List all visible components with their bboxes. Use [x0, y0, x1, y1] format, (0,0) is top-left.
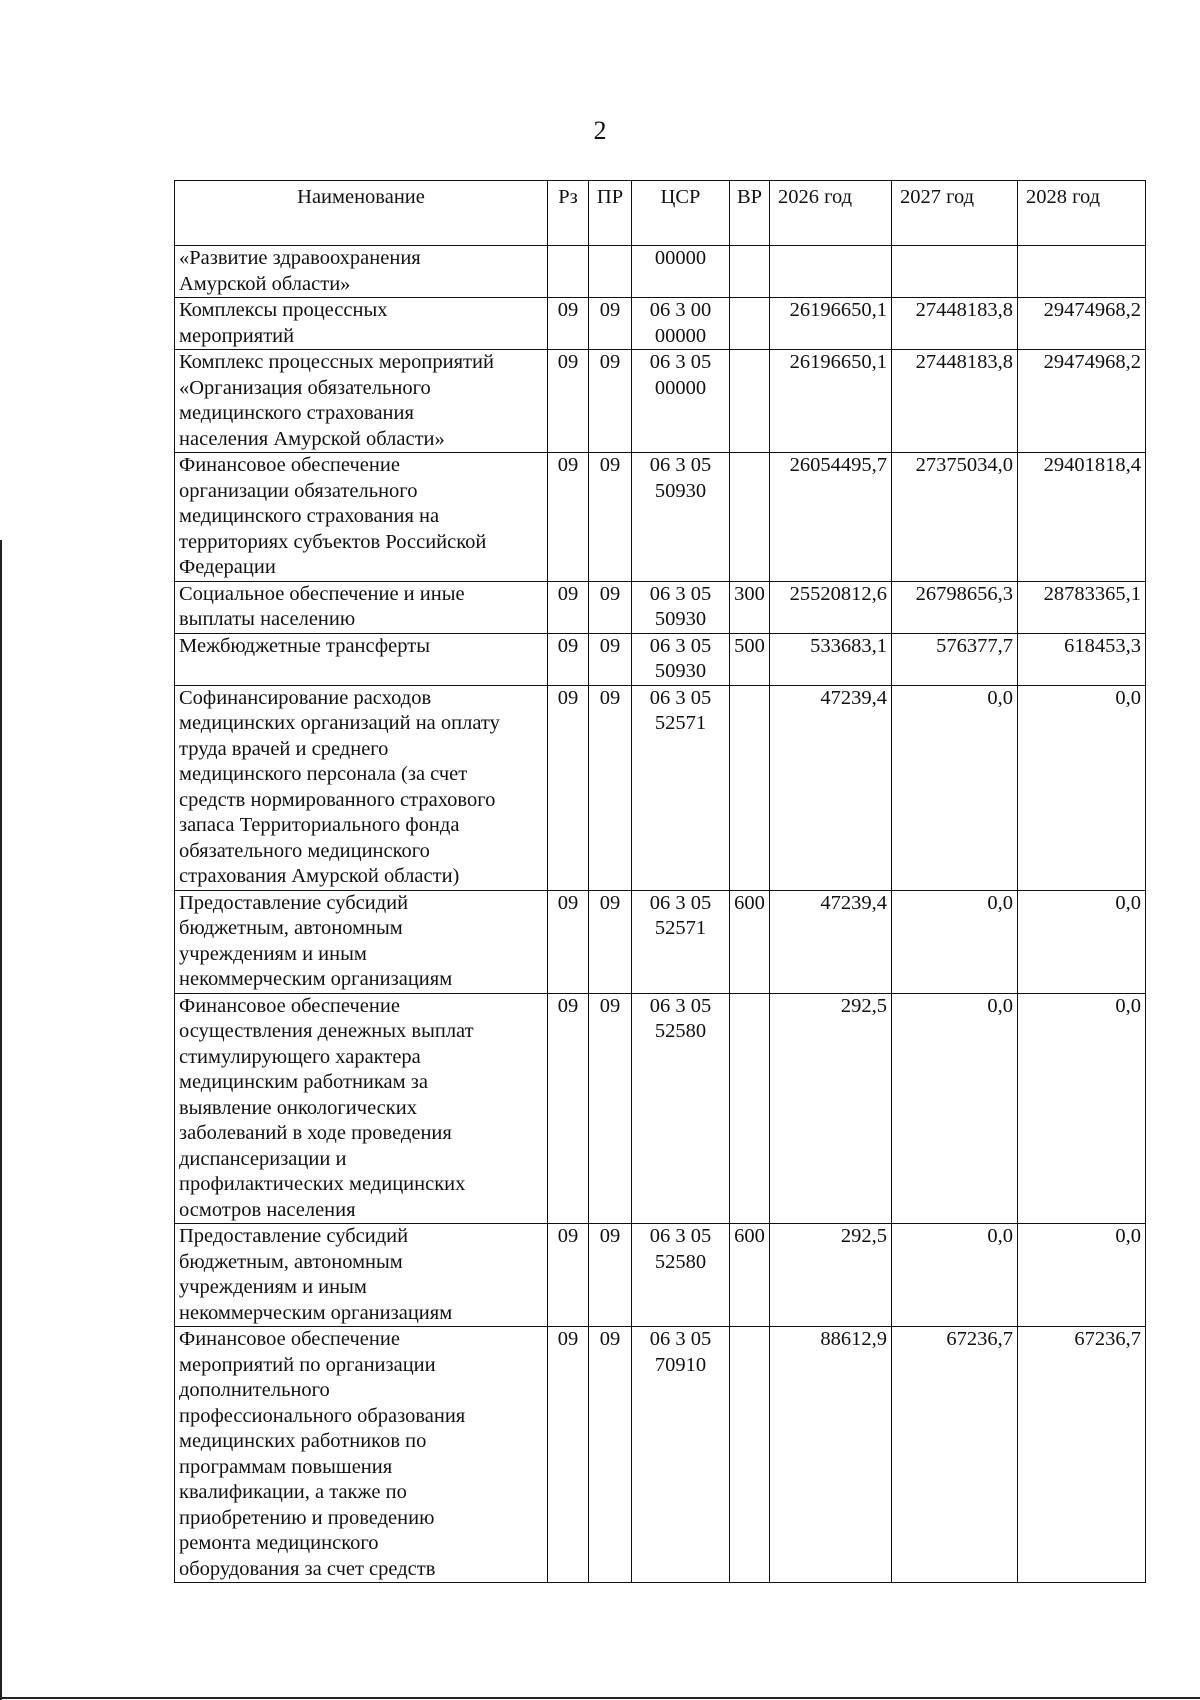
- name-line: медицинских организаций на оплату: [179, 712, 500, 734]
- name-line: Межбюджетные трансферты: [179, 634, 430, 657]
- cell-vr: 500: [730, 633, 770, 685]
- cell-2028: 29401818,4: [1018, 453, 1146, 582]
- cell-name: [175, 453, 548, 582]
- page-edge-left: [0, 540, 2, 1700]
- name-line: ремонта медицинского: [179, 1532, 379, 1554]
- cell-csr: [632, 350, 730, 453]
- header-csr: ЦСР: [632, 181, 730, 246]
- name-line: территориях субъектов Российской: [179, 530, 487, 553]
- name-line: Финансовое обеспечение: [179, 994, 400, 1017]
- cell-vr: 600: [730, 890, 770, 993]
- cell-rz: 09: [548, 453, 589, 582]
- name-line: населения Амурской области»: [179, 427, 445, 450]
- page-number: 2: [593, 116, 607, 145]
- name-line: выплаты населению: [179, 608, 356, 630]
- table-row: [175, 993, 1146, 1224]
- cell-rz: 09: [548, 685, 589, 890]
- cell-2028: 28783365,1: [1018, 581, 1146, 633]
- cell-rz: 09: [548, 350, 589, 453]
- cell-2026: 47239,4: [770, 685, 892, 890]
- table-header-row: [175, 181, 1146, 246]
- cell-rz: 09: [548, 993, 589, 1224]
- cell-2027: 27448183,8: [892, 350, 1018, 453]
- name-line: оборудования за счет средств: [179, 1557, 436, 1580]
- cell-vr: 300: [730, 581, 770, 633]
- cell-2026: 25520812,6: [770, 581, 892, 633]
- name-line: выявление онкологических: [179, 1096, 417, 1119]
- cell-2027: [892, 246, 1018, 298]
- name-line: «Организация обязательного: [179, 376, 431, 399]
- cell-pr: 09: [589, 633, 632, 685]
- name-line: «Развитие здравоохранения: [179, 247, 421, 269]
- name-line: бюджетным, автономным: [179, 917, 403, 939]
- cell-2026: 26196650,1: [770, 298, 892, 350]
- name-line: учреждениям и иным: [179, 942, 367, 965]
- table-row: [175, 298, 1146, 350]
- name-line: Предоставление субсидий: [179, 1225, 409, 1247]
- cell-2027: 0,0: [892, 685, 1018, 890]
- csr-line: 70910: [654, 1353, 707, 1376]
- name-line: дополнительного: [179, 1379, 330, 1401]
- header-vr: ВР: [730, 181, 770, 246]
- name-line: программам повышения: [179, 1455, 393, 1478]
- name-line: страхования Амурской области): [179, 865, 460, 887]
- cell-vr: [730, 993, 770, 1224]
- csr-line: 06 3 05: [649, 994, 712, 1017]
- cell-csr: [632, 1224, 730, 1327]
- cell-pr: 09: [589, 1327, 632, 1583]
- cell-pr: 09: [589, 453, 632, 582]
- page-edge-bottom: [0, 1697, 1200, 1699]
- table-row: [175, 1327, 1146, 1583]
- cell-name: [175, 633, 548, 685]
- csr-line: 06 3 05: [649, 582, 712, 605]
- name-line: Амурской области»: [179, 272, 351, 295]
- name-line: учреждениям и иным: [179, 1276, 367, 1298]
- cell-pr: [589, 246, 632, 298]
- cell-vr: [730, 1327, 770, 1583]
- name-line: приобретению и проведению: [179, 1506, 435, 1529]
- cell-2028: 0,0: [1018, 890, 1146, 993]
- cell-2026: 26196650,1: [770, 350, 892, 453]
- csr-line: 00000: [654, 324, 707, 347]
- csr-line: 06 3 05: [649, 634, 712, 657]
- csr-line: 06 3 05: [649, 351, 712, 373]
- name-line: организации обязательного: [179, 479, 418, 502]
- cell-vr: [730, 298, 770, 350]
- csr-line: 00000: [654, 247, 707, 269]
- cell-name: [175, 350, 548, 453]
- name-line: квалификации, а также по: [179, 1481, 407, 1503]
- cell-csr: [632, 453, 730, 582]
- name-line: профессионального образования: [179, 1404, 466, 1427]
- name-line: мероприятий: [179, 324, 295, 347]
- name-line: средств нормированного страхового: [179, 788, 496, 811]
- header-2026: 2026 год: [770, 181, 892, 246]
- csr-line: 06 3 05: [649, 454, 712, 476]
- cell-name: [175, 890, 548, 993]
- name-line: медицинского страхования на: [179, 505, 440, 527]
- name-line: мероприятий по организации: [179, 1353, 436, 1376]
- csr-line: 06 3 05: [649, 1328, 712, 1350]
- cell-rz: 09: [548, 581, 589, 633]
- cell-vr: [730, 350, 770, 453]
- cell-2026: [770, 246, 892, 298]
- cell-rz: 09: [548, 890, 589, 993]
- name-line: Социальное обеспечение и иные: [179, 582, 465, 605]
- cell-pr: 09: [589, 685, 632, 890]
- budget-table: [174, 180, 1146, 1583]
- table-row: [175, 453, 1146, 582]
- cell-csr: [632, 633, 730, 685]
- csr-line: 52580: [654, 1020, 707, 1042]
- table-row: [175, 685, 1146, 890]
- csr-line: 52571: [654, 712, 707, 734]
- name-line: заболеваний в ходе проведения: [179, 1122, 452, 1144]
- name-line: Предоставление субсидий: [179, 891, 409, 914]
- header-2028: 2028 год: [1018, 181, 1146, 246]
- cell-2027: 67236,7: [892, 1327, 1018, 1583]
- name-line: бюджетным, автономным: [179, 1250, 403, 1273]
- cell-csr: [632, 581, 730, 633]
- header-rz: Рз: [548, 181, 589, 246]
- cell-2027: 0,0: [892, 890, 1018, 993]
- cell-rz: 09: [548, 1327, 589, 1583]
- table-body: [175, 246, 1146, 1583]
- cell-2028: 0,0: [1018, 685, 1146, 890]
- cell-2026: 47239,4: [770, 890, 892, 993]
- name-line: Финансовое обеспечение: [179, 454, 400, 476]
- name-line: некоммерческим организациям: [179, 1301, 453, 1324]
- cell-name: [175, 993, 548, 1224]
- cell-2028: 29474968,2: [1018, 350, 1146, 453]
- table-row: [175, 581, 1146, 633]
- cell-2028: 29474968,2: [1018, 298, 1146, 350]
- csr-line: 00000: [654, 376, 707, 399]
- cell-pr: 09: [589, 298, 632, 350]
- cell-2027: 576377,7: [892, 633, 1018, 685]
- cell-rz: [548, 246, 589, 298]
- name-line: медицинским работникам за: [179, 1071, 428, 1093]
- name-line: обязательного медицинского: [179, 839, 430, 862]
- cell-csr: [632, 1327, 730, 1583]
- cell-vr: [730, 246, 770, 298]
- name-line: медицинского страхования: [179, 402, 414, 424]
- cell-rz: 09: [548, 298, 589, 350]
- cell-vr: [730, 685, 770, 890]
- table-row: [175, 890, 1146, 993]
- cell-vr: [730, 453, 770, 582]
- csr-line: 06 3 05: [649, 891, 712, 914]
- cell-2026: 292,5: [770, 993, 892, 1224]
- cell-pr: 09: [589, 993, 632, 1224]
- csr-line: 50930: [654, 660, 707, 682]
- cell-vr: 600: [730, 1224, 770, 1327]
- name-line: стимулирующего характера: [179, 1045, 421, 1068]
- csr-line: 50930: [654, 479, 707, 502]
- name-line: Федерации: [179, 556, 276, 578]
- name-line: профилактических медицинских: [179, 1173, 466, 1195]
- cell-2027: 0,0: [892, 993, 1018, 1224]
- csr-line: 06 3 05: [649, 1225, 712, 1247]
- csr-line: 50930: [654, 608, 707, 630]
- cell-csr: [632, 890, 730, 993]
- cell-2028: 0,0: [1018, 1224, 1146, 1327]
- cell-2026: 292,5: [770, 1224, 892, 1327]
- table-row: [175, 350, 1146, 453]
- cell-2028: [1018, 246, 1146, 298]
- cell-csr: [632, 993, 730, 1224]
- table-row: [175, 1224, 1146, 1327]
- name-line: труда врачей и среднего: [179, 737, 389, 760]
- cell-2027: 0,0: [892, 1224, 1018, 1327]
- cell-csr: [632, 246, 730, 298]
- cell-csr: [632, 685, 730, 890]
- header-name: Наименование: [175, 181, 548, 246]
- name-line: медицинского персонала (за счет: [179, 763, 468, 785]
- name-line: Софинансирование расходов: [179, 686, 432, 709]
- cell-2027: 26798656,3: [892, 581, 1018, 633]
- cell-name: [175, 298, 548, 350]
- cell-name: [175, 246, 548, 298]
- name-line: медицинских работников по: [179, 1430, 427, 1452]
- csr-line: 52580: [654, 1250, 707, 1273]
- name-line: Комплексы процессных: [179, 299, 388, 321]
- cell-rz: 09: [548, 633, 589, 685]
- cell-rz: 09: [548, 1224, 589, 1327]
- cell-2026: 88612,9: [770, 1327, 892, 1583]
- header-pr: ПР: [589, 181, 632, 246]
- cell-2027: 27448183,8: [892, 298, 1018, 350]
- cell-2026: 26054495,7: [770, 453, 892, 582]
- cell-2028: 618453,3: [1018, 633, 1146, 685]
- name-line: запаса Территориального фонда: [179, 814, 460, 836]
- cell-2028: 67236,7: [1018, 1327, 1146, 1583]
- cell-pr: 09: [589, 581, 632, 633]
- table-row: [175, 633, 1146, 685]
- cell-name: [175, 685, 548, 890]
- cell-pr: 09: [589, 890, 632, 993]
- name-line: осмотров населения: [179, 1198, 356, 1221]
- name-line: некоммерческим организациям: [179, 968, 453, 990]
- name-line: Финансовое обеспечение: [179, 1328, 400, 1350]
- cell-csr: [632, 298, 730, 350]
- header-2027: 2027 год: [892, 181, 1018, 246]
- csr-line: 06 3 05: [649, 686, 712, 709]
- name-line: Комплекс процессных мероприятий: [179, 351, 494, 373]
- cell-pr: 09: [589, 1224, 632, 1327]
- cell-pr: 09: [589, 350, 632, 453]
- cell-2028: 0,0: [1018, 993, 1146, 1224]
- csr-line: 52571: [654, 917, 707, 939]
- cell-name: [175, 581, 548, 633]
- cell-name: [175, 1327, 548, 1583]
- cell-name: [175, 1224, 548, 1327]
- csr-line: 06 3 00: [649, 299, 712, 321]
- name-line: осуществления денежных выплат: [179, 1020, 474, 1042]
- table-row: [175, 246, 1146, 298]
- name-line: диспансеризации и: [179, 1147, 347, 1170]
- cell-2026: 533683,1: [770, 633, 892, 685]
- cell-2027: 27375034,0: [892, 453, 1018, 582]
